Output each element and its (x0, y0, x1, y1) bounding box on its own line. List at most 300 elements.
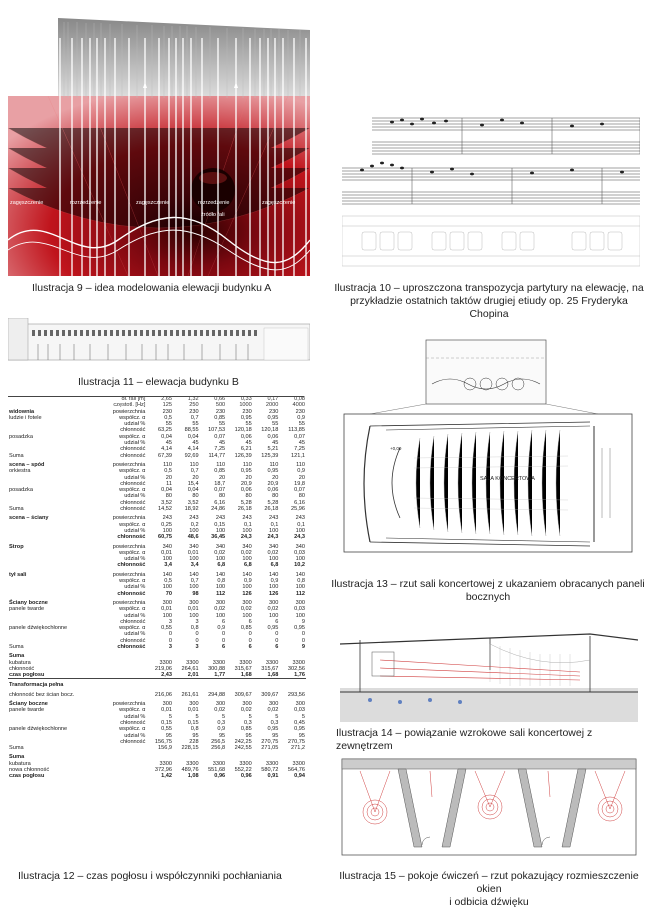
table-value-cell: 45 (298, 440, 305, 447)
table-param-cell: udział % (124, 493, 146, 500)
table-value-cell: 0,06 (240, 433, 252, 440)
table-param-cell: chłonność (120, 738, 146, 745)
table-value-cell: 100 (215, 612, 226, 619)
table-value-cell: 0 (195, 637, 199, 644)
table-header-value: 0,66 (214, 396, 226, 402)
table-group-cell: tył sali (9, 571, 27, 578)
table-value-cell: 0,04 (187, 433, 199, 440)
table-value-cell: 0,04 (187, 487, 199, 494)
table-value-cell: 219,06 (154, 665, 172, 672)
table-value-cell: 3,4 (164, 562, 172, 569)
table-value-cell: 100 (189, 527, 199, 534)
table-value-cell: 100 (215, 527, 226, 534)
table-value-cell: 5 (195, 713, 199, 720)
table-value-cell: 100 (269, 556, 279, 563)
table-value-cell: 1,68 (240, 672, 252, 679)
table-value-cell: 294,88 (208, 691, 226, 698)
table-param-cell: chłonność (120, 618, 146, 625)
table-value-cell: 243 (162, 515, 172, 522)
table-value-cell: 0 (301, 637, 305, 644)
table-value-cell: 0,85 (214, 414, 226, 421)
table-param-cell: współcz. α (119, 414, 146, 421)
table-value-cell: 264,61 (181, 665, 199, 672)
table-value-cell: 126,39 (234, 452, 252, 459)
table-value-cell: 0,01 (161, 549, 172, 556)
table-top-rule (8, 396, 304, 397)
table-value-cell: 140 (295, 571, 305, 578)
table-value-cell: 107,53 (208, 427, 226, 434)
table-value-cell: 6 (222, 618, 226, 625)
table-value-cell: 3300 (212, 760, 226, 767)
label-zageszczenie-1: zagęszczenie (10, 200, 44, 206)
caption-ill10-line2: przykładzie ostatnich taktów drugiej etiudy op. 25 Fryderyka Chopina (350, 295, 628, 320)
table-value-cell: 0,9 (270, 578, 279, 585)
table-group-cell: panele twarde (9, 606, 45, 613)
table-group-cell: panele dźwiękochłonne (9, 625, 68, 632)
table-value-cell: 15,4 (187, 480, 199, 487)
table-value-cell: 100 (189, 556, 199, 563)
table-value-cell: 243 (215, 515, 226, 522)
table-value-cell: 100 (189, 612, 199, 619)
table-value-cell: 24,3 (294, 534, 305, 541)
table-param-cell (77, 672, 147, 679)
table-value-cell: 0,95 (267, 726, 279, 733)
table-value-cell: 0,3 (243, 719, 252, 726)
table-value-cell: 55 (218, 421, 226, 428)
table-value-cell: 60,75 (157, 534, 172, 541)
table-value-cell: 2,01 (187, 672, 199, 679)
table-value-cell: 243 (189, 515, 199, 522)
table-value-cell: 6 (222, 643, 226, 650)
table-value-cell: 63,25 (157, 427, 172, 434)
table-value-cell: 340 (269, 543, 279, 550)
table-value-cell: 551,68 (208, 767, 226, 774)
table-value-cell: 0,2 (190, 521, 199, 528)
table-value-cell: 0,03 (294, 606, 305, 613)
table-value-cell: 340 (295, 543, 305, 550)
table-value-cell: 5,28 (240, 499, 252, 506)
table-value-cell: 340 (242, 543, 252, 550)
table-value-cell: 11 (166, 480, 172, 487)
table-group-cell: Ściany boczne (9, 701, 48, 708)
table-value-cell: 0 (248, 631, 252, 638)
table-param-cell (77, 773, 147, 779)
table-value-cell: 0,9 (297, 414, 305, 421)
table-value-cell: 315,67 (234, 665, 252, 672)
caption-ill13-line1: Ilustracja 13 – rzut sali koncertowej z ukazaniem obracanych paneli (331, 578, 645, 590)
table-param-cell: powierzchnia (112, 701, 146, 708)
table-param-cell: chłonność (120, 637, 146, 644)
table-group-cell: posadzka (9, 433, 33, 440)
table-value-cell: 230 (269, 408, 279, 415)
table-group-cell: Transformacja pełna (9, 682, 64, 689)
table-value-cell: 309,67 (234, 691, 252, 698)
table-header-value: 2,65 (161, 396, 172, 402)
table-value-cell: 19,8 (294, 480, 305, 487)
illustration-9-facade-model (8, 18, 310, 276)
table-param-cell: udział % (124, 440, 146, 447)
table-value-cell: 6 (248, 643, 252, 650)
table-value-cell: 1,76 (294, 672, 305, 679)
table-value-cell: 0,95 (267, 414, 279, 421)
level-label: +0,00 (390, 446, 402, 451)
table-value-cell: 80 (245, 493, 252, 500)
table-group-cell: kubatura (9, 659, 31, 666)
table-header-value: 250 (189, 402, 199, 409)
table-value-cell: 100 (295, 556, 305, 563)
table-param-cell: współcz. α (119, 487, 146, 494)
table-value-cell: 110 (163, 461, 172, 468)
table-value-cell: 7,25 (214, 446, 226, 453)
table-value-cell: 3300 (292, 760, 305, 767)
table-value-cell: 25,96 (291, 506, 305, 513)
table-value-cell: 140 (215, 571, 226, 578)
table-value-cell: 2,43 (161, 672, 172, 679)
table-value-cell: 20,9 (267, 480, 279, 487)
table-value-cell: 309,67 (261, 691, 279, 698)
caption-ill15 (330, 870, 648, 909)
table-value-cell: 36,45 (211, 534, 226, 541)
label-zrodlo-fali: źródło fali (201, 212, 225, 218)
table-value-cell: 5 (301, 713, 305, 720)
table-header-label: częstotl. [Hz] (113, 402, 146, 409)
table-value-cell: 100 (295, 612, 305, 619)
table-value-cell: 88,55 (184, 427, 199, 434)
table-value-cell: 0,5 (164, 414, 172, 421)
caption-ill10-line1: Ilustracja 10 – uproszczona transpozycja partytury na elewację, na (334, 282, 644, 294)
table-value-cell: 55 (298, 421, 305, 428)
table-value-cell: 0,02 (240, 707, 252, 714)
table-value-cell: 100 (269, 612, 279, 619)
table-param-cell: powierzchnia (112, 599, 146, 606)
table-value-cell: 45 (165, 440, 172, 447)
table-value-cell: 242,55 (234, 745, 252, 752)
table-value-cell: 125,39 (261, 452, 279, 459)
table-value-cell: 0,5 (164, 578, 172, 585)
table-value-cell: 0 (301, 631, 305, 638)
table-value-cell: 3 (168, 643, 172, 650)
table-param-cell: chłonność (117, 643, 146, 650)
table-value-cell: 0,04 (161, 433, 172, 440)
table-value-cell: 230 (215, 408, 226, 415)
table-value-cell: 0,01 (161, 707, 172, 714)
table-header-value: 125 (162, 402, 172, 409)
table-value-cell: 216,06 (154, 691, 172, 698)
table-value-cell: 300 (215, 599, 226, 606)
table-value-cell: 372,96 (154, 767, 172, 774)
table-param-cell: chłonność (120, 427, 146, 434)
table-value-cell: 100 (295, 584, 305, 591)
table-value-cell: 0,95 (294, 625, 305, 632)
table-value-cell: 0,06 (240, 487, 252, 494)
table-value-cell: 20 (245, 474, 252, 481)
table-group-cell: widownia (9, 408, 35, 415)
table-value-cell: 0 (195, 631, 199, 638)
table-value-cell: 340 (189, 543, 199, 550)
table-value-cell: 0,95 (294, 726, 305, 733)
table-group-cell: Suma (9, 506, 24, 513)
table-value-cell: 0,8 (190, 726, 199, 733)
table-value-cell: 5,21 (267, 446, 279, 453)
table-group-cell: chłonność (9, 665, 35, 672)
table-param-cell: chłonność (120, 480, 146, 487)
table-value-cell: 140 (162, 571, 172, 578)
table-value-cell: 95 (165, 732, 172, 739)
table-param-cell: chłonność (120, 506, 146, 513)
table-value-cell: 0,85 (240, 726, 252, 733)
table-value-cell: 0,55 (161, 625, 172, 632)
table-value-cell: 0,94 (294, 773, 305, 780)
table-value-cell: 300 (162, 701, 172, 708)
table-header-value: 0,08 (294, 396, 305, 402)
table-value-cell: 256,8 (211, 745, 226, 752)
table-value-cell: 100 (242, 527, 252, 534)
table-value-cell: 100 (162, 556, 172, 563)
table-value-cell: 26,18 (264, 506, 279, 513)
table-group-cell: kubatura (9, 760, 31, 767)
table-value-cell: 112 (295, 590, 305, 597)
table-value-cell: 70 (165, 590, 172, 597)
table-value-cell: 243 (295, 515, 305, 522)
table-value-cell: 45 (272, 440, 279, 447)
table-value-cell: 80 (165, 493, 172, 500)
table-group-cell: Suma (9, 653, 25, 660)
table-group-cell: czas pogłosu (9, 672, 45, 679)
table-param-cell: powierzchnia (112, 515, 146, 522)
table-value-cell: 3 (195, 618, 199, 625)
table-value-cell: 3,52 (161, 499, 172, 506)
table-row (8, 692, 306, 698)
table-value-cell: 0,91 (267, 773, 279, 780)
table-value-cell: 0,1 (270, 521, 279, 528)
table-value-cell: 0,02 (240, 549, 252, 556)
table-group-cell: czas pogłosu (9, 773, 45, 780)
table-value-cell: 228,15 (181, 745, 199, 752)
table-value-cell: 0,45 (294, 719, 305, 726)
table-value-cell: 110 (189, 461, 199, 468)
table-value-cell: 0,3 (217, 719, 226, 726)
table-value-cell: 20 (272, 474, 279, 481)
table-header-value: 0,33 (240, 396, 252, 402)
table-param-cell: powierzchnia (112, 408, 146, 415)
table-value-cell: 140 (189, 571, 199, 578)
table-value-cell: 100 (189, 584, 199, 591)
illustration-14-section (340, 630, 638, 722)
table-param-cell: udział % (124, 631, 146, 638)
table-value-cell: 3300 (186, 760, 199, 767)
table-param-cell: powierzchnia (112, 461, 146, 468)
table-param-cell: współcz. α (119, 433, 146, 440)
table-value-cell: 3300 (292, 659, 305, 666)
table-value-cell: 24,86 (211, 506, 226, 513)
table-value-cell: 5 (275, 713, 279, 720)
table-value-cell: 0,96 (214, 773, 226, 780)
table-value-cell: 0,7 (190, 578, 199, 585)
table-value-cell: 4,14 (161, 446, 172, 453)
table-param-cell: udział % (124, 612, 146, 619)
table-value-cell: 100 (215, 556, 226, 563)
table-value-cell: 3300 (239, 760, 252, 767)
table-value-cell: 55 (165, 421, 172, 428)
table-value-cell: 300,88 (208, 665, 226, 672)
table-group-cell: Suma (9, 745, 24, 752)
table-value-cell: 0,8 (297, 578, 305, 585)
table-value-cell: 0,15 (187, 719, 199, 726)
table-value-cell: 0,9 (297, 468, 305, 475)
acoustic-table (8, 396, 306, 780)
table-value-cell: 80 (272, 493, 279, 500)
illustration-10-score-transposition (342, 108, 640, 268)
table-value-cell: 0,85 (214, 468, 226, 475)
table-value-cell: 6,8 (243, 562, 252, 569)
table-value-cell: 228 (189, 738, 199, 745)
table-value-cell: 300 (215, 701, 226, 708)
table-value-cell: 300 (269, 701, 279, 708)
table-group-cell: ludzie i fotele (9, 414, 42, 421)
table-value-cell: 0,01 (187, 707, 199, 714)
table-value-cell: 3300 (159, 659, 172, 666)
table-value-cell: 0 (222, 631, 226, 638)
table-param-cell: udział % (124, 474, 146, 481)
table-value-cell: 24,3 (240, 534, 252, 541)
caption-ill15-line1: Ilustracja 15 – pokoje ćwiczeń – rzut pokazujący rozmieszczenie okien (339, 870, 639, 895)
table-group-cell: panele twarde (9, 707, 45, 714)
label-zageszczenie-2: zagęszczenie (136, 200, 170, 206)
table-value-cell: 80 (218, 493, 226, 500)
table-value-cell: 100 (215, 584, 226, 591)
table-value-cell: 0,01 (187, 606, 199, 613)
table-value-cell: 6 (275, 643, 279, 650)
table-value-cell: 95 (192, 732, 199, 739)
table-value-cell: 0,8 (190, 625, 199, 632)
table-value-cell: 45 (192, 440, 199, 447)
table-value-cell: 0,3 (270, 719, 279, 726)
table-value-cell: 5 (248, 713, 252, 720)
table-value-cell: 0,02 (240, 606, 252, 613)
table-value-cell: 80 (192, 493, 199, 500)
table-value-cell: 100 (242, 556, 252, 563)
table-value-cell: 0,04 (161, 487, 172, 494)
table-value-cell: 100 (242, 612, 252, 619)
table-group-cell: scena – spód (9, 461, 45, 468)
table-value-cell: 6,8 (270, 562, 279, 569)
table-value-cell: 9 (301, 643, 305, 650)
table-value-cell: 0,06 (267, 487, 279, 494)
table-value-cell: 300 (242, 701, 252, 708)
table-value-cell: 113,85 (288, 427, 305, 434)
table-value-cell: 3300 (212, 659, 226, 666)
table-value-cell: 0,1 (297, 521, 305, 528)
table-value-cell: 3,52 (187, 499, 199, 506)
table-value-cell: 0,07 (214, 433, 226, 440)
table-value-cell: 242,25 (234, 738, 252, 745)
table-value-cell: 55 (272, 421, 279, 428)
table-value-cell: 300 (189, 701, 199, 708)
table-value-cell: 0 (275, 631, 279, 638)
table-value-cell: 100 (162, 527, 172, 534)
table-header-value: 0,17 (267, 396, 279, 402)
table-value-cell: 0,95 (267, 468, 279, 475)
caption-ill12: Ilustracja 12 – czas pogłosu i współczynniki pochłaniania (18, 870, 282, 882)
table-value-cell: 0,5 (164, 468, 172, 475)
table-value-cell: 110 (269, 461, 279, 468)
table-value-cell: 100 (269, 527, 279, 534)
table-value-cell: 0,15 (161, 719, 172, 726)
table-value-cell: 112 (216, 590, 226, 597)
table-value-cell: 1,68 (267, 672, 279, 679)
table-value-cell: 114,77 (208, 452, 226, 459)
table-param-cell: chłonność (120, 499, 146, 506)
caption-ill11: Ilustracja 11 – elewacja budynku B (78, 376, 239, 388)
table-value-cell: 18,92 (184, 506, 199, 513)
table-value-cell: 0 (275, 637, 279, 644)
table-header-value: 2000 (265, 402, 279, 409)
table-value-cell: 3300 (186, 659, 199, 666)
table-value-cell: 4,14 (187, 446, 199, 453)
table-value-cell: 48,6 (187, 534, 199, 541)
table-value-cell: 3300 (239, 659, 252, 666)
table-value-cell: 0,96 (240, 773, 252, 780)
table-value-cell: 271,2 (291, 745, 305, 752)
table-param-cell: współcz. α (119, 625, 146, 632)
table-value-cell: 0,02 (267, 606, 279, 613)
table-value-cell: 6,16 (294, 499, 305, 506)
table-value-cell: 243 (269, 515, 279, 522)
table-value-cell: 5,28 (267, 499, 279, 506)
table-header-value: 1,32 (187, 396, 199, 402)
table-value-cell: 92,69 (184, 452, 199, 459)
table-value-cell: 14,52 (157, 506, 172, 513)
table-value-cell: 293,56 (287, 691, 305, 698)
table-value-cell: 340 (162, 543, 172, 550)
table-param-cell: udział % (124, 732, 146, 739)
table-value-cell: 0,9 (217, 726, 226, 733)
table-value-cell: 100 (162, 612, 172, 619)
table-value-cell: 80 (298, 493, 305, 500)
table-param-cell: współcz. α (119, 468, 146, 475)
table-value-cell: 300 (295, 599, 305, 606)
table-value-cell: 126 (242, 590, 252, 597)
table-param-cell: udział % (124, 527, 146, 534)
table-value-cell: 6 (248, 618, 252, 625)
caption-ill13-line2: bocznych (465, 591, 511, 603)
illustration-13-hall-plan (340, 338, 636, 556)
table-group-cell: nowa chłonność (9, 767, 50, 774)
table-value-cell: 6,21 (240, 446, 252, 453)
table-value-cell: 3300 (265, 760, 279, 767)
table-group-cell: orkiestra (9, 468, 31, 475)
table-param-cell: współcz. α (119, 606, 146, 613)
table-value-cell: 95 (298, 732, 305, 739)
table-value-cell: 45 (245, 440, 252, 447)
label-rozrzedzenie-2: rozrzedzenie (198, 200, 230, 206)
table-value-cell: 0,02 (214, 606, 226, 613)
table-value-cell: 0,03 (294, 707, 305, 714)
table-value-cell: 315,67 (261, 665, 279, 672)
table-value-cell: 0,02 (214, 707, 226, 714)
table-value-cell: 3300 (159, 760, 172, 767)
table-value-cell: 6,16 (214, 499, 226, 506)
table-value-cell: 120,18 (234, 427, 252, 434)
table-row (8, 672, 306, 679)
caption-ill9: Ilustracja 9 – idea modelowania elewacji budynku A (32, 282, 272, 294)
table-param-cell: udział % (124, 584, 146, 591)
table-value-cell: 1,42 (161, 773, 172, 780)
table-value-cell: 156,75 (154, 738, 172, 745)
table-value-cell: 1,77 (214, 672, 226, 679)
table-value-cell: 10,2 (294, 562, 305, 569)
table-value-cell: 0,02 (214, 549, 226, 556)
